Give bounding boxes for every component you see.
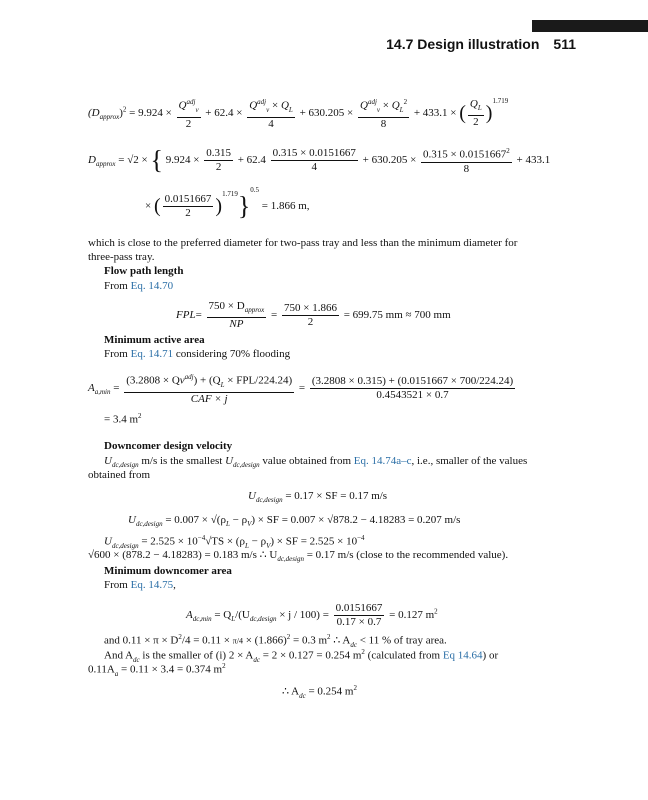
equation-dapprox-squared: $(D_{approx})^2 = 9.924$ × $\frac{Q^{adj}_v}{2}$ + 62.4 × $\frac{Q^{adj}_v \times Q_L}{4}$ + 630.205 × $\frac{Q^{adj}_v \times Q_L^2}{8}$ + 433.1 × ( $\frac{Q_L}{2}$ )$^{1.719}$ — [88, 97, 509, 130]
header-bar — [532, 20, 648, 32]
heading-minimum-active-area: Minimum active area — [104, 334, 205, 346]
heading-minimum-downcomer-area: Minimum downcomer area — [104, 565, 232, 577]
downcomer-source: From Eq. 14.75, — [104, 579, 176, 591]
downcomer-selection: And $A_{dc}$ is the smaller of (i) $2 \times A_{dc} = 2 \times 0.127 = 0.254$ $m^2$ (calculated from Eq 14.64) or — [104, 648, 499, 664]
downcomer-condition: and $0.11 \times \pi \times D^2/4 = 0.11 \times \pi/4 \times (1.866)^2 = 0.3$ $m^2$ ∴ $A_{dc} < 11$ % of tray area. — [104, 633, 447, 649]
section-title: 14.7 Design illustration — [386, 36, 540, 52]
fpl-source: From Eq. 14.70 — [104, 280, 174, 292]
equation-active-area: $A_{a,min}$ = $\frac{(3.2808 \times Qv^{adj}) + (Q_L \times FPL/224.24)}{\text{CAF × j}}$ = $\frac{(3.2808 \times 0.315) + (0.0151667 \times 700/224.24)}{0.4543521 \times 0.7}$ — [88, 373, 514, 405]
area-source: From Eq. 14.71 considering 70% flooding — [104, 348, 291, 360]
link-eq-14-75[interactable]: Eq. 14.75 — [130, 579, 174, 591]
equation-velocity-c: $U_{dc,design} = 2.525 \times 10^{-4}√TS \times (\rho_L - \rho_V)$ × SF = $2.525 \times 10^{-4}$ — [104, 534, 365, 550]
equation-dapprox-continued: × ( $\frac{0.0151667}{2}$ )$^{1.719}$}$^{0.5}$ = 1.866 m, — [145, 186, 310, 221]
equation-velocity-a: $U_{dc,design} = 0.17$ × SF = 0.17 m/s — [248, 490, 388, 505]
downcomer-final-result: ∴ $A_{dc} = 0.254$ $m^2$ — [282, 684, 357, 700]
equation-downcomer-area: $A_{dc,min} = Q_L/(U_{dc,design} \times j / 100)$ = $\frac{0.0151667}{0.17 \times 0.7}$ = 0.127 $m^2$ — [186, 602, 438, 628]
running-header — [386, 36, 576, 52]
equation-fpl: FPL= $\frac{750 \times D_{approx}}{NP}$ = $\frac{750 \times 1.866}{2}$ = 699.75 mm ≈ 700 mm — [176, 300, 451, 331]
active-area-result: = 3.4 $m^2$ — [104, 412, 142, 426]
equation-dapprox: $D_{approx} = √2$ × { 9.924 × $\frac{0.315}{2}$ + 62.4 $\frac{0.315 \times 0.0151667}{4}$ + 630.205 × $\frac{0.315 \times 0.0151667^2}{8}$ + 433.1 — [88, 145, 551, 175]
heading-downcomer-velocity: Downcomer design velocity — [104, 440, 233, 452]
equation-velocity-b: $U_{dc,design} = 0.007 \times √(\rho_L - \rho_V)$ × SF = 0.007 × √878.2 − 4.18283 = 0.207 m/s — [128, 514, 461, 529]
paragraph-diameter-comment: which is close to the preferred diameter for two-pass tray and less than the minimum diameter for three-pass tray. — [88, 237, 518, 263]
link-eq-14-64[interactable]: Eq 14.64 — [442, 649, 483, 662]
link-eq-14-74[interactable]: Eq. 14.74a–c — [353, 455, 412, 467]
velocity-description: $U_{dc,design}$ m/s is the smallest $U_{dc,design}$ value obtained from Eq. 14.74a–c, i.e., smaller of the values — [104, 455, 528, 470]
equation-velocity-d: √600 × (878.2 − 4.18283) = 0.183 m/s ∴ $U_{dc,design} = 0.17$ m/s (close to the recommended value). — [88, 549, 509, 564]
velocity-description-cont: obtained from — [88, 469, 151, 481]
heading-flow-path-length: Flow path length — [104, 265, 184, 277]
downcomer-alternative: $0.11A_a = 0.11 \times 3.4 = 0.374$ $m^2$ — [88, 662, 226, 678]
link-eq-14-70[interactable]: Eq. 14.70 — [130, 280, 174, 292]
page-number: 511 — [553, 36, 576, 52]
link-eq-14-71[interactable]: Eq. 14.71 — [130, 348, 174, 360]
